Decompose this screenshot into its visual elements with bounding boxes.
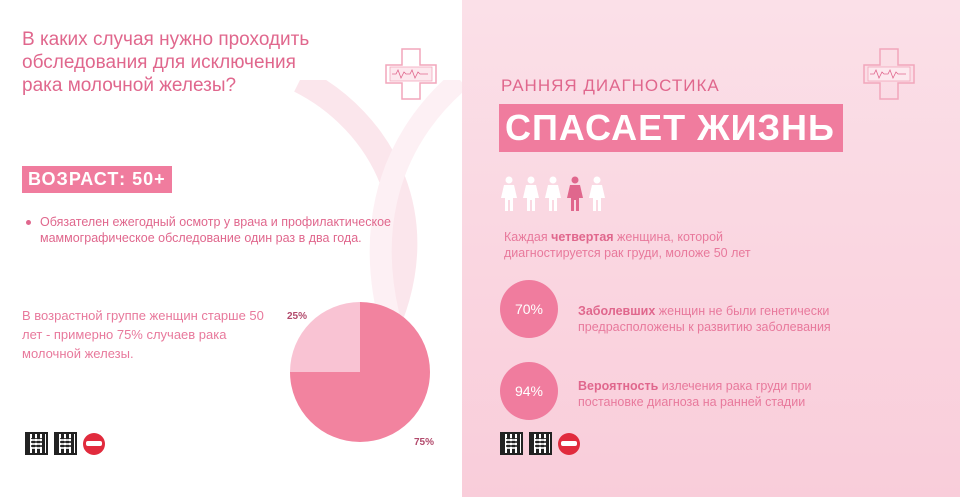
woman-figures-row [500,176,606,212]
stat-circle: 70% [500,280,558,338]
brand-logo-icon [83,433,105,455]
list-item: Обязателен ежегодный осмотр у врача и профилактическое маммографическое обследование один раз в два года. [26,214,406,246]
page-title: В каких случая нужно проходить обследования для исключения рака молочной железы? [22,29,310,96]
qr-code-icon[interactable] [500,432,523,455]
pie-label: 25% [287,311,308,322]
stat-text: В возрастной группе женщин старше 50 лет - примерно 75% случаев рака молочной железы. [22,308,264,361]
age-badge: ВОЗРАСТ: 50+ [22,166,172,193]
footer-codes [25,432,105,455]
woman-figure-icon [522,176,540,212]
footer-codes [500,432,580,455]
pie-label: 75% [414,437,435,448]
pie-chart [290,302,430,442]
stat-circle: 94% [500,362,558,420]
quarter-statement: Каждая четвертая женщина, которой диагностируется рак груди, моложе 50 лет [504,230,751,260]
qr-code-icon[interactable] [25,432,48,455]
medical-cross-icon [862,47,916,101]
medical-cross-icon [384,47,438,101]
stat-description: Вероятность излечения рака груди при постановке диагноза на ранней стадии [578,379,812,409]
qr-code-icon[interactable] [529,432,552,455]
woman-figure-icon [544,176,562,212]
banner-title: СПАСАЕТ ЖИЗНЬ [499,104,843,152]
stat-description: Заболевших женщин не были генетически предрасположены к развитию заболевания [578,304,831,334]
qr-code-icon[interactable] [54,432,77,455]
woman-figure-icon-highlighted [566,176,584,212]
woman-figure-icon [500,176,518,212]
woman-figure-icon [588,176,606,212]
section-subtitle: РАННЯЯ ДИАГНОСТИКА [501,76,720,95]
brand-logo-icon [558,433,580,455]
